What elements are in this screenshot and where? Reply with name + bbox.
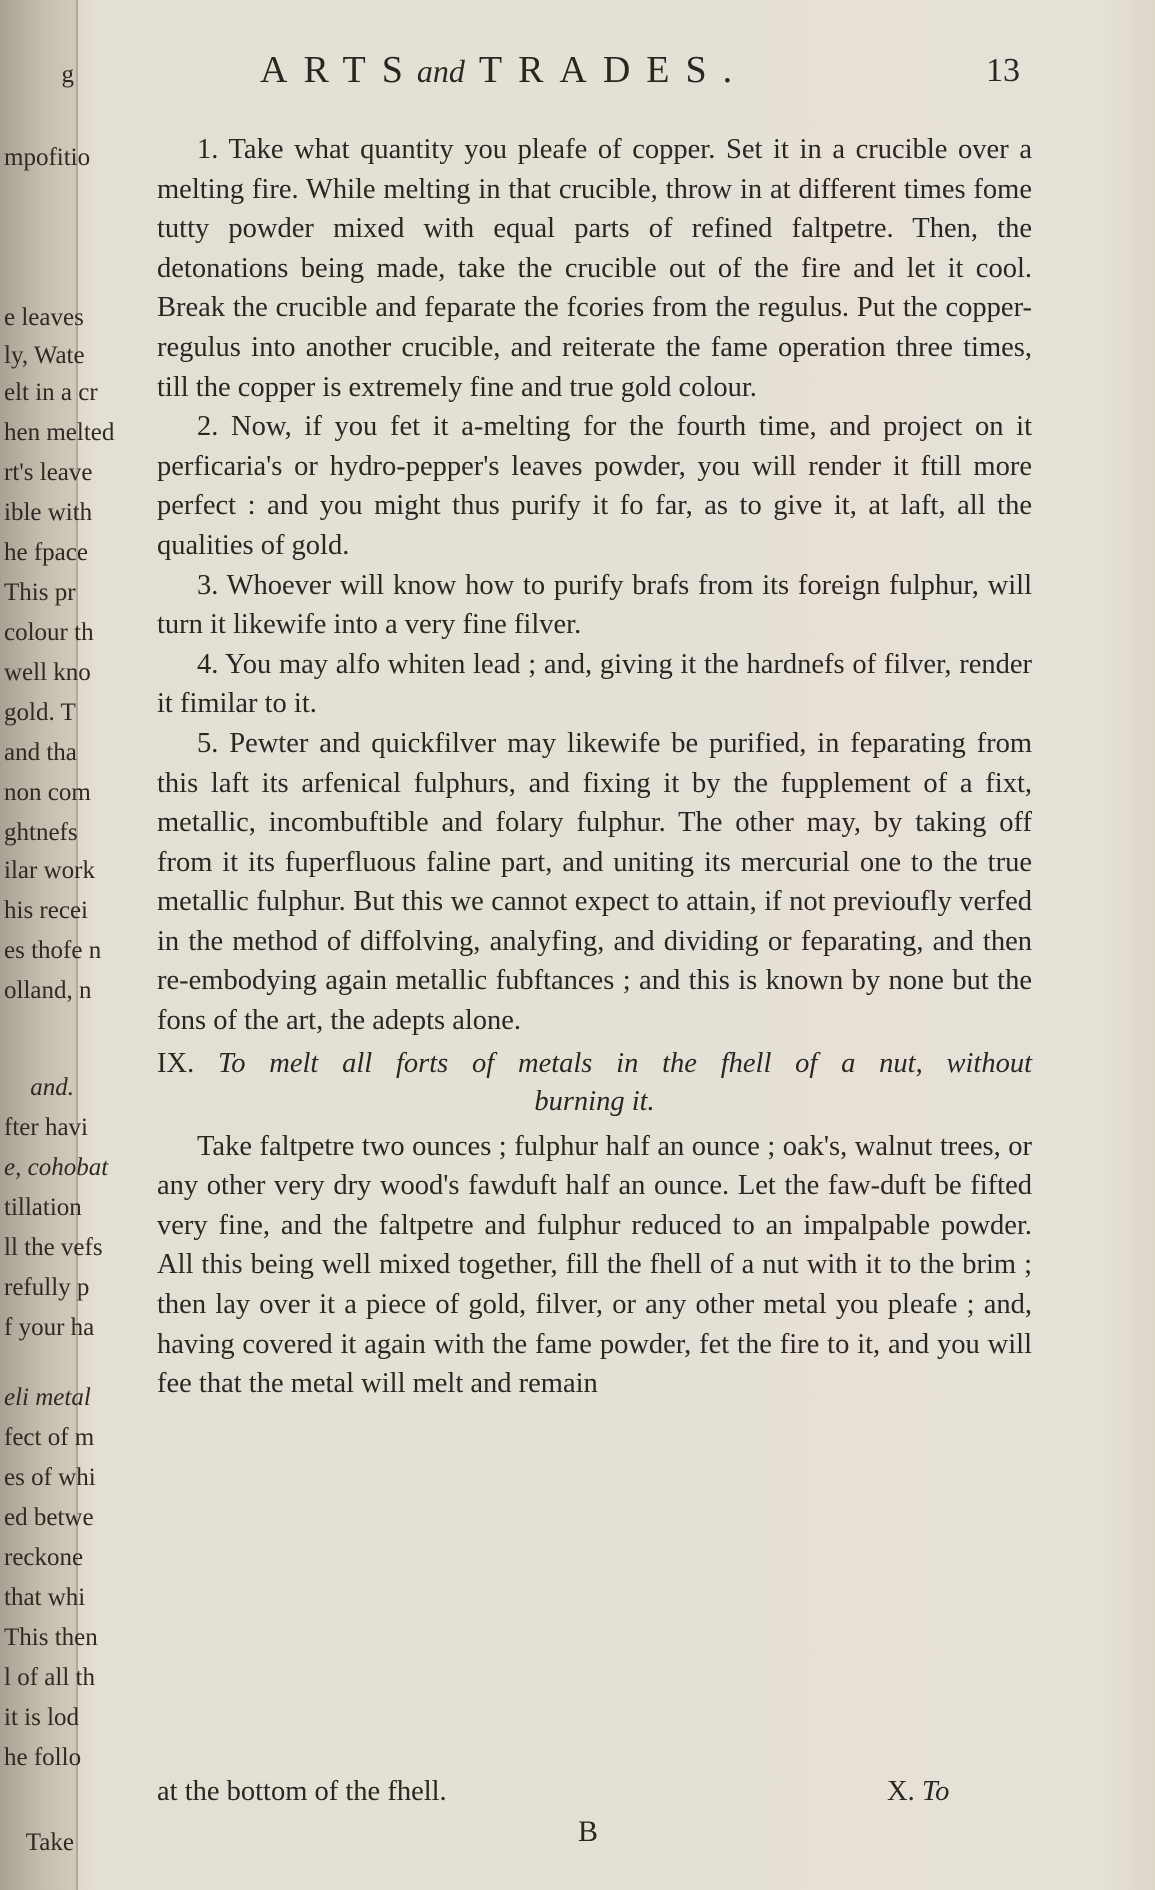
previous-page-fragment: Take xyxy=(25,1829,74,1856)
previous-page-fragment: his recei xyxy=(4,897,88,924)
previous-page-fragment: This pr xyxy=(4,579,76,606)
previous-page-fragment: that whi xyxy=(4,1584,86,1611)
previous-page-fragment: he follo xyxy=(4,1744,82,1771)
previous-page-fragment: l of all th xyxy=(4,1664,95,1691)
previous-page-fragment: he fpace xyxy=(4,539,88,566)
running-head xyxy=(260,48,748,92)
signature-mark: B xyxy=(578,1815,599,1848)
previous-page-fragment: reckone xyxy=(4,1544,84,1571)
previous-page-fragment: and. xyxy=(30,1074,74,1101)
previous-page-fragment: rt's leave xyxy=(4,459,93,486)
paragraph-4: 4. You may alfo whiten lead ; and, giving it the hardnefs of filver, render it fimilar to it. xyxy=(157,648,1032,720)
previous-page-fragment: f your ha xyxy=(4,1314,95,1341)
previous-page-fragment: es thofe n xyxy=(4,937,102,964)
previous-page-fragment: eli metal xyxy=(4,1384,91,1411)
previous-page-fragment: refully p xyxy=(4,1274,90,1301)
catchword-word: To xyxy=(921,1776,950,1807)
previous-page-fragment: non com xyxy=(4,779,91,806)
section-number: IX. xyxy=(157,1047,195,1079)
paragraph-1: 1. Take what quantity you pleafe of copper. Set it in a crucible over a melting fire. While melting in that crucible, throw in at different times fome tutty powder mixed with equal parts of refined faltpetre. Then, the detonations being made, take the crucible out of the fire and let it cool. Break the crucible and feparate the fcories from the regulus. Put the copper-regulus into another crucible, and reiterate the fame operation three times, till the copper is extremely fine and true gold colour. xyxy=(157,134,1032,403)
previous-page-fragment: gold. T xyxy=(4,699,76,726)
previous-page-fragment: e leaves xyxy=(4,304,84,331)
running-head-and: and xyxy=(416,53,465,89)
previous-page-fragment: g xyxy=(61,61,74,88)
section-title-part-1: To melt all forts of metals in the fhell of a nut, without xyxy=(218,1047,1033,1079)
previous-page-fragment: ll the vefs xyxy=(4,1234,103,1261)
section-title-part-2: burning it. xyxy=(534,1085,655,1117)
main-text xyxy=(157,130,1032,1404)
previous-page-fragment: es of whi xyxy=(4,1464,96,1491)
previous-page-edge xyxy=(0,0,115,1890)
catchword xyxy=(887,1772,949,1811)
paragraph-5: 5. Pewter and quickfilver may likewife be purified, in feparating from this laft its arfenical fulphurs, and fixing it by the fupplement of a fixt, metallic, incombuftible and folary fulphur. The other may, by taking off from it its fuperfluous faline part, and uniting its mercurial one to the true metallic fulphur. But this we cannot expect to attain, if not previoufly verfed in the method of diffolving, analyfing, and dividing or feparating, and then re-embodying again metallic fubftances ; and this is known by none but the fons of the art, the adepts alone. xyxy=(157,727,1032,1037)
previous-page-fragment: e, cohobat xyxy=(4,1154,109,1181)
running-head-trades: TRADES. xyxy=(478,49,749,91)
previous-page-fragment: This then xyxy=(4,1624,98,1651)
catchword-number: X. xyxy=(887,1776,915,1807)
previous-page-fragment: elt in a cr xyxy=(4,379,98,406)
previous-page-fragment: it is lod xyxy=(4,1704,80,1731)
previous-page-fragment: fter havi xyxy=(4,1114,88,1141)
previous-page-fragment: ed betwe xyxy=(4,1504,94,1531)
previous-page-fragment: hen melted xyxy=(4,419,115,446)
running-head-arts: ARTS xyxy=(260,49,419,91)
section-heading-line-1 xyxy=(157,1045,1032,1083)
paragraph-3: 3. Whoever will know how to purify brafs from its foreign fulphur, will turn it likewife into a very fine filver. xyxy=(157,569,1032,641)
previous-page-fragment: fect of m xyxy=(4,1424,95,1451)
previous-page-fragment: olland, n xyxy=(4,977,92,1004)
previous-page-fragment: colour th xyxy=(4,619,94,646)
previous-page-fragment: ly, Wate xyxy=(4,342,85,369)
page-number: 13 xyxy=(986,52,1020,89)
section-last-line: at the bottom of the fhell. xyxy=(157,1776,447,1807)
previous-page-fragment: mpofitio xyxy=(4,144,91,171)
previous-page-fragment: ible with xyxy=(4,499,93,526)
page-header xyxy=(160,48,1020,98)
previous-page-fragment: well kno xyxy=(4,659,91,686)
previous-page-fragment: tillation xyxy=(4,1194,82,1221)
section-body: Take faltpetre two ounces ; fulphur half an ounce ; oak's, walnut trees, or any other very dry wood's fawduft half an ounce. Let the faw-duft be fifted very fine, and the faltpetre and fulphur reduced to an impalpable powder. All this being well mixed together, fill the fhell of a nut with it to the brim ; then lay over it a piece of gold, filver, or any other metal you pleafe ; and, having covered it again with the fame powder, fet the fire to it, and you will fee that the metal will melt and remain xyxy=(157,1130,1032,1400)
section-heading xyxy=(157,1045,1032,1121)
previous-page-fragment: ilar work xyxy=(4,857,95,884)
paragraph-2: 2. Now, if you fet it a-melting for the fourth time, and project on it perficaria's or hydro-pepper's leaves powder, you will render it ftill more perfect : and you might thus purify it fo far, as to give it, at laft, all the qualities of gold. xyxy=(157,411,1032,561)
previous-page-fragment: and tha xyxy=(4,739,77,766)
previous-page-fragment: ghtnefs xyxy=(4,819,78,846)
